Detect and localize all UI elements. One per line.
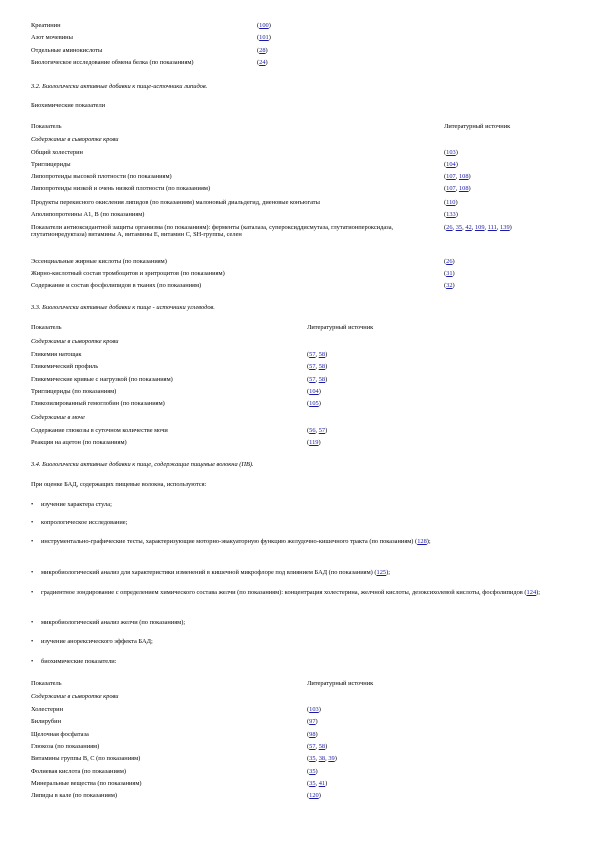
row-source bbox=[307, 351, 327, 358]
bullet-text-content: изучение характера стула; bbox=[41, 501, 112, 508]
reference-list: (98) bbox=[307, 730, 318, 738]
row-label: Холестерин bbox=[31, 706, 64, 713]
reference-link[interactable]: 124 bbox=[526, 589, 537, 596]
reference-link[interactable]: 35 bbox=[455, 224, 463, 231]
row-label: Продукты перекисного окисления липидов (по показаниям) малоновый диальдегид, диеновые конъюгаты bbox=[31, 199, 320, 206]
reference-list: (32) bbox=[444, 282, 455, 289]
reference-link[interactable]: 104 bbox=[309, 387, 319, 395]
row-label: Реакция на ацетон (по показаниям) bbox=[31, 439, 127, 447]
row-source bbox=[444, 282, 455, 289]
row-source bbox=[307, 376, 327, 383]
row-source bbox=[307, 363, 327, 370]
reference-link[interactable]: 104 bbox=[446, 161, 456, 168]
row-label: Аполипопротеины А1, В (по показаниям) bbox=[31, 211, 145, 218]
column-header: Показатель bbox=[31, 324, 62, 331]
reference-list: (124); bbox=[524, 589, 541, 596]
reference-link[interactable]: 58 bbox=[318, 363, 326, 371]
reference-list: (107, 108) bbox=[444, 185, 471, 192]
row-source bbox=[444, 149, 458, 156]
row-source bbox=[307, 706, 321, 713]
row-source bbox=[307, 755, 337, 762]
reference-link[interactable]: 97 bbox=[309, 718, 316, 726]
reference-list: (133) bbox=[444, 211, 458, 218]
reference-list: (57, 58) bbox=[307, 351, 328, 358]
row-source bbox=[444, 161, 458, 168]
reference-link[interactable]: 107 bbox=[446, 185, 456, 192]
row-source bbox=[444, 224, 512, 231]
bullet-text-content: градиентное зондирование с определением химического состава желчи (по показаниям): концентрация холестерина, желчной кислоты, дезоксихолевой кислоты, фосфолипидов bbox=[41, 589, 523, 596]
reference-list: (100) bbox=[257, 22, 271, 29]
bullet-marker: • bbox=[31, 638, 34, 645]
row-source bbox=[307, 439, 321, 446]
reference-link[interactable]: 57 bbox=[309, 363, 316, 371]
reference-link[interactable]: 110 bbox=[446, 199, 456, 206]
reference-link[interactable]: 57 bbox=[318, 427, 326, 434]
group-label: Содержание в сыворотке крови bbox=[31, 693, 119, 700]
reference-link[interactable]: 105 bbox=[309, 400, 319, 408]
group-label: Содержание в сыворотке крови bbox=[31, 136, 119, 143]
row-source bbox=[444, 270, 455, 277]
reference-list: (56, 57) bbox=[307, 427, 328, 434]
reference-list: (105) bbox=[307, 400, 321, 408]
reference-link[interactable]: 58 bbox=[318, 742, 326, 750]
reference-list: (125); bbox=[374, 569, 391, 576]
reference-link[interactable]: 103 bbox=[309, 706, 319, 713]
reference-link[interactable]: 108 bbox=[458, 185, 469, 192]
reference-list: (28) bbox=[257, 46, 268, 54]
reference-list: (104) bbox=[307, 387, 321, 395]
section-heading: 3.4. Биологически активные добавки к пище, содержащие пищевые волокна (ПВ). bbox=[31, 461, 254, 468]
subheading: Биохимические показатели bbox=[31, 102, 106, 109]
row-source bbox=[257, 47, 268, 54]
row-label: Липиды в кале (по показаниям) bbox=[31, 792, 117, 800]
bullet-marker: • bbox=[31, 619, 34, 626]
reference-list: (26) bbox=[444, 258, 455, 265]
row-source bbox=[444, 185, 471, 192]
bullet-marker: • bbox=[31, 501, 34, 508]
reference-link[interactable]: 26 bbox=[446, 224, 453, 231]
bullet-text-content: биохимические показатели: bbox=[41, 658, 117, 665]
row-source bbox=[307, 743, 327, 750]
row-source bbox=[307, 792, 321, 799]
reference-link[interactable]: 39 bbox=[328, 755, 335, 763]
bullet-text-content: микробиологический анализ желчи (по показаниям); bbox=[41, 619, 186, 626]
row-label: Гликемия натощак bbox=[31, 351, 82, 358]
reference-link[interactable]: 111 bbox=[487, 224, 497, 231]
reference-link[interactable]: 28 bbox=[259, 46, 266, 54]
row-label: Витамины группы В, С (по показаниям) bbox=[31, 755, 141, 763]
reference-list: (128); bbox=[415, 538, 431, 545]
reference-list: (110) bbox=[444, 199, 458, 206]
reference-list: (101) bbox=[257, 34, 271, 42]
reference-link[interactable]: 35 bbox=[309, 779, 316, 787]
section-heading: 3.2. Биологически активные добавки к пище-источники липидов. bbox=[31, 83, 208, 90]
row-source bbox=[444, 258, 455, 265]
reference-list: (57, 58) bbox=[307, 742, 328, 750]
reference-list: (107, 108) bbox=[444, 173, 471, 180]
reference-link[interactable]: 24 bbox=[259, 58, 266, 66]
row-source bbox=[307, 400, 321, 407]
reference-link[interactable]: 109 bbox=[474, 224, 485, 231]
reference-link[interactable]: 42 bbox=[465, 224, 472, 231]
reference-link[interactable]: 103 bbox=[446, 149, 456, 156]
reference-link[interactable]: 119 bbox=[309, 439, 319, 447]
reference-link[interactable]: 32 bbox=[446, 282, 453, 289]
reference-list: (119) bbox=[307, 439, 321, 447]
row-label: Жирно-кислотный состав тромбоцитов и эритроцитов (по показаниям) bbox=[31, 270, 225, 277]
reference-list: (103) bbox=[444, 149, 458, 156]
reference-link[interactable]: 57 bbox=[309, 351, 316, 358]
row-source bbox=[307, 427, 327, 434]
reference-link[interactable]: 57 bbox=[309, 742, 316, 750]
row-source bbox=[307, 388, 321, 395]
bullet-marker: • bbox=[31, 569, 34, 576]
reference-link[interactable]: 100 bbox=[259, 22, 269, 29]
bullet-marker: • bbox=[31, 658, 34, 665]
reference-link[interactable]: 120 bbox=[309, 792, 319, 800]
reference-list: (120) bbox=[307, 792, 321, 800]
column-header: Литературный источник bbox=[307, 680, 374, 687]
reference-link[interactable]: 108 bbox=[458, 173, 469, 180]
bullet-text bbox=[41, 538, 561, 545]
reference-link[interactable]: 35 bbox=[309, 755, 316, 763]
reference-link[interactable]: 26 bbox=[446, 258, 453, 265]
row-label: Биологическое исследование обмена белка (по показаниям) bbox=[31, 58, 194, 66]
reference-link[interactable]: 107 bbox=[446, 173, 456, 180]
row-label: Липопротеиды низкой и очень низкой плотности (по показаниям) bbox=[31, 185, 211, 192]
row-label: Билирубин bbox=[31, 718, 62, 726]
reference-list: (57, 58) bbox=[307, 363, 328, 371]
column-header: Литературный источник bbox=[444, 123, 511, 130]
row-label: Липопротеиды высокой плотности (по показаниям) bbox=[31, 173, 172, 180]
row-source bbox=[257, 22, 271, 29]
reference-link[interactable]: 41 bbox=[318, 779, 326, 787]
reference-link[interactable]: 31 bbox=[446, 270, 453, 277]
bullet-text-content: копрологическое исследование; bbox=[41, 519, 128, 526]
row-label: Гликемические кривые с нагрузкой (по показаниям) bbox=[31, 375, 173, 383]
row-label: Гликемический профиль bbox=[31, 363, 99, 371]
reference-link[interactable]: 101 bbox=[259, 34, 269, 42]
row-source bbox=[444, 211, 458, 218]
reference-link[interactable]: 125 bbox=[376, 569, 387, 576]
reference-list: (24) bbox=[257, 58, 268, 66]
bullet-text bbox=[41, 638, 561, 645]
bullet-text bbox=[41, 619, 561, 626]
reference-list: (103) bbox=[307, 706, 321, 713]
paragraph: При оценке БАД, содержащих пищевые волокна, используются: bbox=[31, 481, 207, 488]
bullet-text-content: изучение анорексического эффекта БАД; bbox=[41, 638, 153, 645]
reference-link[interactable]: 57 bbox=[309, 375, 316, 383]
bullet-text-content: микробиологический анализ для характеристики изменений в кишечной микрофлоре под влиянием БАД (по показаниям) bbox=[41, 569, 373, 576]
bullet-text bbox=[41, 658, 561, 665]
row-label: Содержание и состав фосфолипидов в тканях (по показаниям) bbox=[31, 282, 202, 289]
reference-list: (57, 58) bbox=[307, 375, 328, 383]
bullet-marker: • bbox=[31, 589, 34, 596]
row-label: Гликозилированный гемоглобин (по показаниям) bbox=[31, 400, 165, 408]
column-header: Литературный источник bbox=[307, 324, 374, 331]
reference-link[interactable]: 56 bbox=[309, 427, 316, 434]
section-heading: 3.3. Биологически активные добавки к пище - источники углеводов. bbox=[31, 304, 215, 311]
bullet-marker: • bbox=[31, 538, 34, 545]
row-source bbox=[444, 173, 471, 180]
column-header: Показатель bbox=[31, 680, 62, 687]
row-label: Отдельные аминокислоты bbox=[31, 46, 103, 54]
row-label: Глюкоза (по показаниям) bbox=[31, 742, 100, 750]
row-label: Щелочная фосфатаза bbox=[31, 730, 89, 738]
bullet-text bbox=[41, 501, 561, 508]
bullet-text bbox=[41, 519, 561, 526]
reference-link[interactable]: 128 bbox=[417, 538, 427, 545]
group-label: Содержание в сыворотке крови bbox=[31, 338, 119, 345]
row-source bbox=[307, 731, 318, 738]
row-source bbox=[257, 34, 271, 41]
row-label: Минеральные вещества (по показаниям) bbox=[31, 779, 142, 787]
reference-list: (31) bbox=[444, 270, 455, 277]
row-label: Эссенциальные жирные кислоты (по показаниям) bbox=[31, 258, 167, 265]
reference-link[interactable]: 139 bbox=[500, 224, 510, 231]
row-label: Содержание глюкозы в суточном количестве мочи bbox=[31, 427, 168, 434]
row-label: Азот мочевины bbox=[31, 34, 73, 42]
bullet-text-content: инструментально-графические тесты, характеризующие моторно-эвакуаторную функцию желудочно-кишечного тракта (по показаниям) bbox=[41, 538, 414, 545]
row-source bbox=[307, 768, 318, 775]
reference-link[interactable]: 58 bbox=[318, 351, 326, 358]
reference-link[interactable]: 58 bbox=[318, 375, 326, 383]
row-label: Фолиевая кислота (по показаниям) bbox=[31, 767, 126, 775]
reference-link[interactable]: 38 bbox=[318, 755, 326, 763]
reference-list: (104) bbox=[444, 161, 458, 168]
reference-list: (35, 38, 39) bbox=[307, 755, 337, 763]
bullet-text bbox=[41, 589, 561, 596]
group-label: Содержание в моче bbox=[31, 414, 85, 421]
reference-list: (35) bbox=[307, 767, 318, 775]
reference-list: (97) bbox=[307, 718, 318, 726]
row-label: Триглицериды bbox=[31, 161, 71, 168]
row-source bbox=[444, 199, 458, 206]
reference-link[interactable]: 98 bbox=[309, 730, 316, 738]
bullet-text bbox=[41, 569, 561, 576]
row-source bbox=[307, 780, 327, 787]
row-label: Общий холестерин bbox=[31, 149, 83, 156]
reference-list: (26, 35, 42, 109, 111, 139) bbox=[444, 224, 512, 231]
row-source bbox=[257, 59, 268, 66]
bullet-marker: • bbox=[31, 519, 34, 526]
row-label: Креатинин bbox=[31, 22, 61, 29]
reference-link[interactable]: 133 bbox=[446, 211, 456, 218]
row-label: Триглицериды (по показаниям) bbox=[31, 387, 117, 395]
row-source bbox=[307, 718, 318, 725]
reference-link[interactable]: 35 bbox=[309, 767, 316, 775]
row-label: Показатели антиоксидантной защиты организма (по показаниям): ферменты (каталаза, супероксиддисмутаза, глутатионпероксидаза, глутатионредуктаза) витамины А, витамины Е, витамин С, SH-группы, селен bbox=[31, 224, 394, 239]
reference-list: (35, 41) bbox=[307, 779, 328, 787]
column-header: Показатель bbox=[31, 123, 62, 130]
